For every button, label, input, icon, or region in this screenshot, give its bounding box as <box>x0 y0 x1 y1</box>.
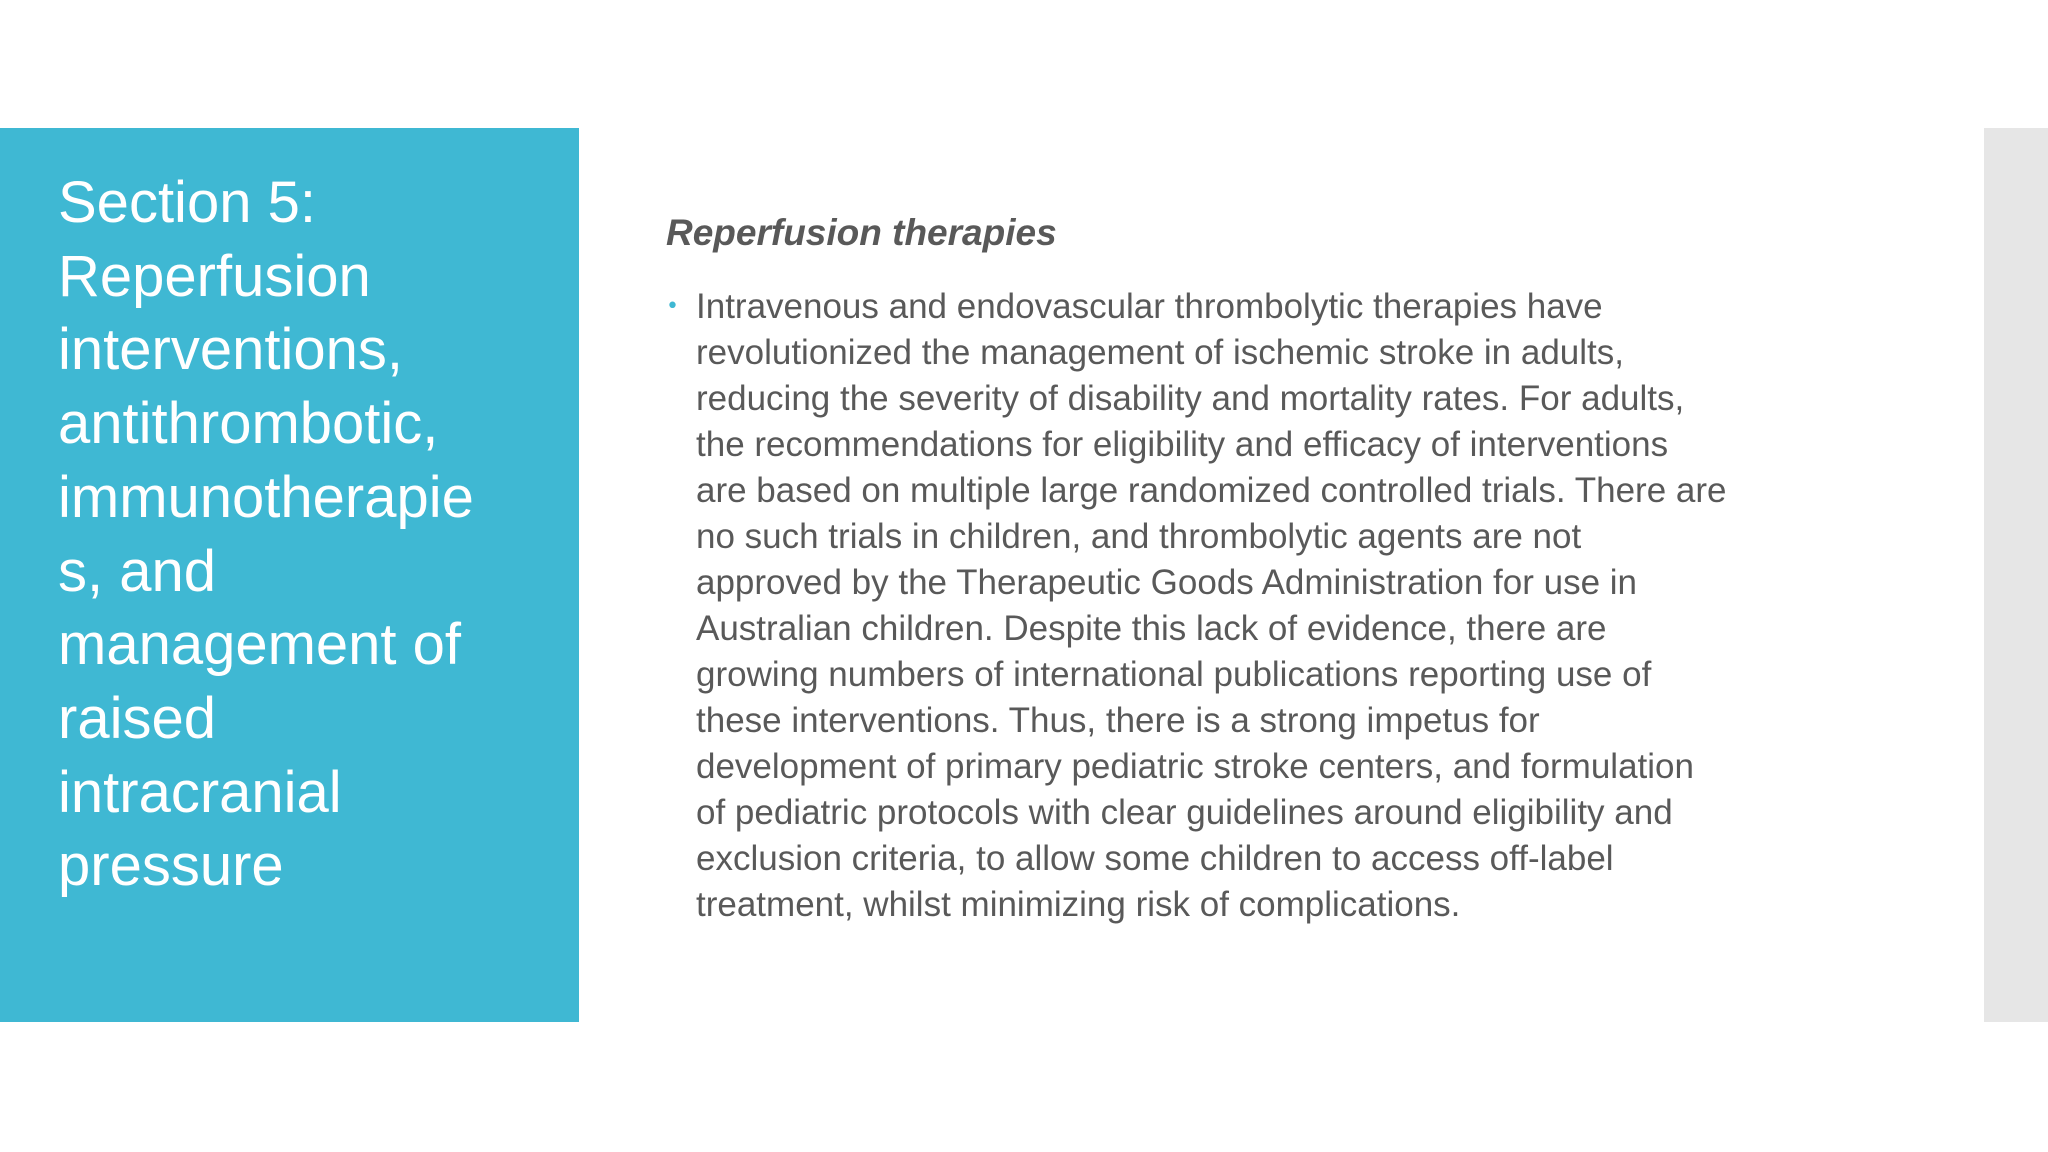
content-area <box>666 210 1896 928</box>
right-side-band <box>1984 128 2048 1022</box>
subheading: Reperfusion therapies <box>666 212 1057 253</box>
bullet-text: Intravenous and endovascular thrombolytic therapies have revolutionized the management of ischemic stroke in adults, reducing the severity of disability and mortality rates. For adults, the recommendations for eligibility and efficacy of interventions are based on multiple large randomized controlled trials. There are no such trials in children, and thrombolytic agents are not approved by the Therapeutic Goods Administration for use in Australian children. Despite this lack of evidence, there are growing numbers of international publications reporting use of these interventions. Thus, there is a strong impetus for development of primary pediatric stroke centers, and formulation of pediatric protocols with clear guidelines around eligibility and exclusion criteria, to allow some children to access off-label treatment, whilst minimizing risk of complications. <box>696 287 1727 924</box>
slide-title: Section 5: Reperfusion interventions, antithrombotic, immunotherapie s, and management of raised intracranial pressure <box>58 170 474 899</box>
bullet-dot-icon: • <box>666 294 679 319</box>
bullet-item <box>666 284 1896 928</box>
